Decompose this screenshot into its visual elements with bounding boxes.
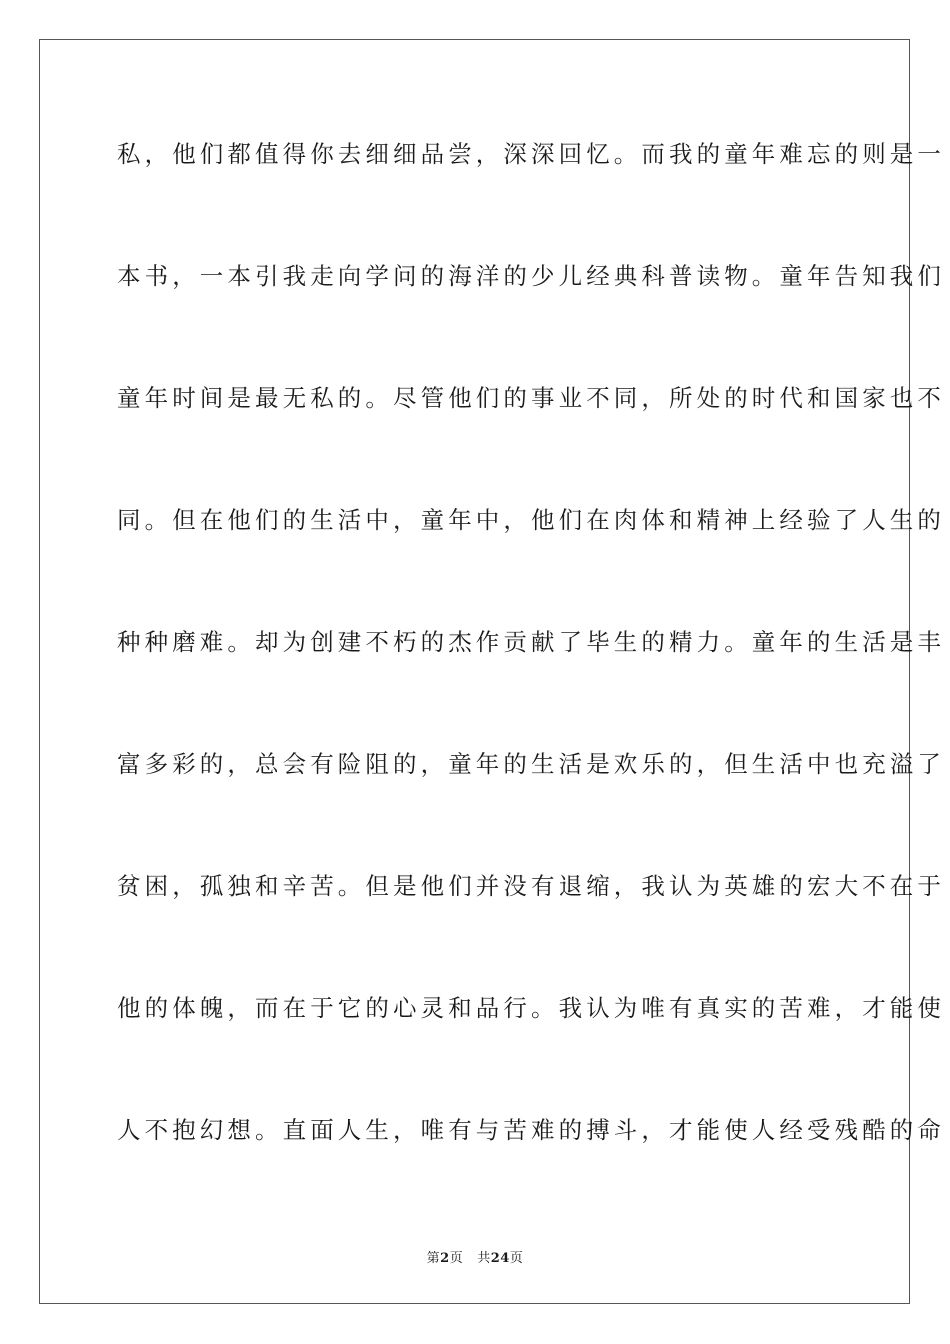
text-line: 种种磨难。却为创建不朽的杰作贡献了毕生的精力。童年的生活是丰	[117, 628, 945, 656]
text-line: 贫困，孤独和辛苦。但是他们并没有退缩，我认为英雄的宏大不在于	[117, 872, 945, 900]
text-line: 同。但在他们的生活中，童年中，他们在肉体和精神上经验了人生的	[117, 506, 945, 534]
total-prefix: 共	[477, 1251, 491, 1266]
page-suffix: 页	[449, 1251, 464, 1266]
text-line: 人不抱幻想。直面人生，唯有与苦难的搏斗，才能使人经受残酷的命	[117, 1116, 945, 1144]
text-line: 富多彩的，总会有险阻的，童年的生活是欢乐的，但生活中也充溢了	[117, 750, 945, 778]
text-line: 私，他们都值得你去细细品尝，深深回忆。而我的童年难忘的则是一	[117, 140, 945, 168]
total-suffix: 页	[509, 1251, 524, 1266]
page-footer	[0, 1247, 950, 1266]
total-pages: 24	[490, 1251, 510, 1266]
text-line: 童年时间是最无私的。尽管他们的事业不同，所处的时代和国家也不	[117, 384, 945, 412]
text-line: 他的体魄，而在于它的心灵和品行。我认为唯有真实的苦难，才能使	[117, 994, 945, 1022]
page-prefix: 第	[426, 1251, 441, 1266]
page-number: 2	[440, 1251, 450, 1266]
body-text	[117, 124, 945, 1222]
text-line: 本书，一本引我走向学问的海洋的少儿经典科普读物。童年告知我们	[117, 262, 945, 290]
